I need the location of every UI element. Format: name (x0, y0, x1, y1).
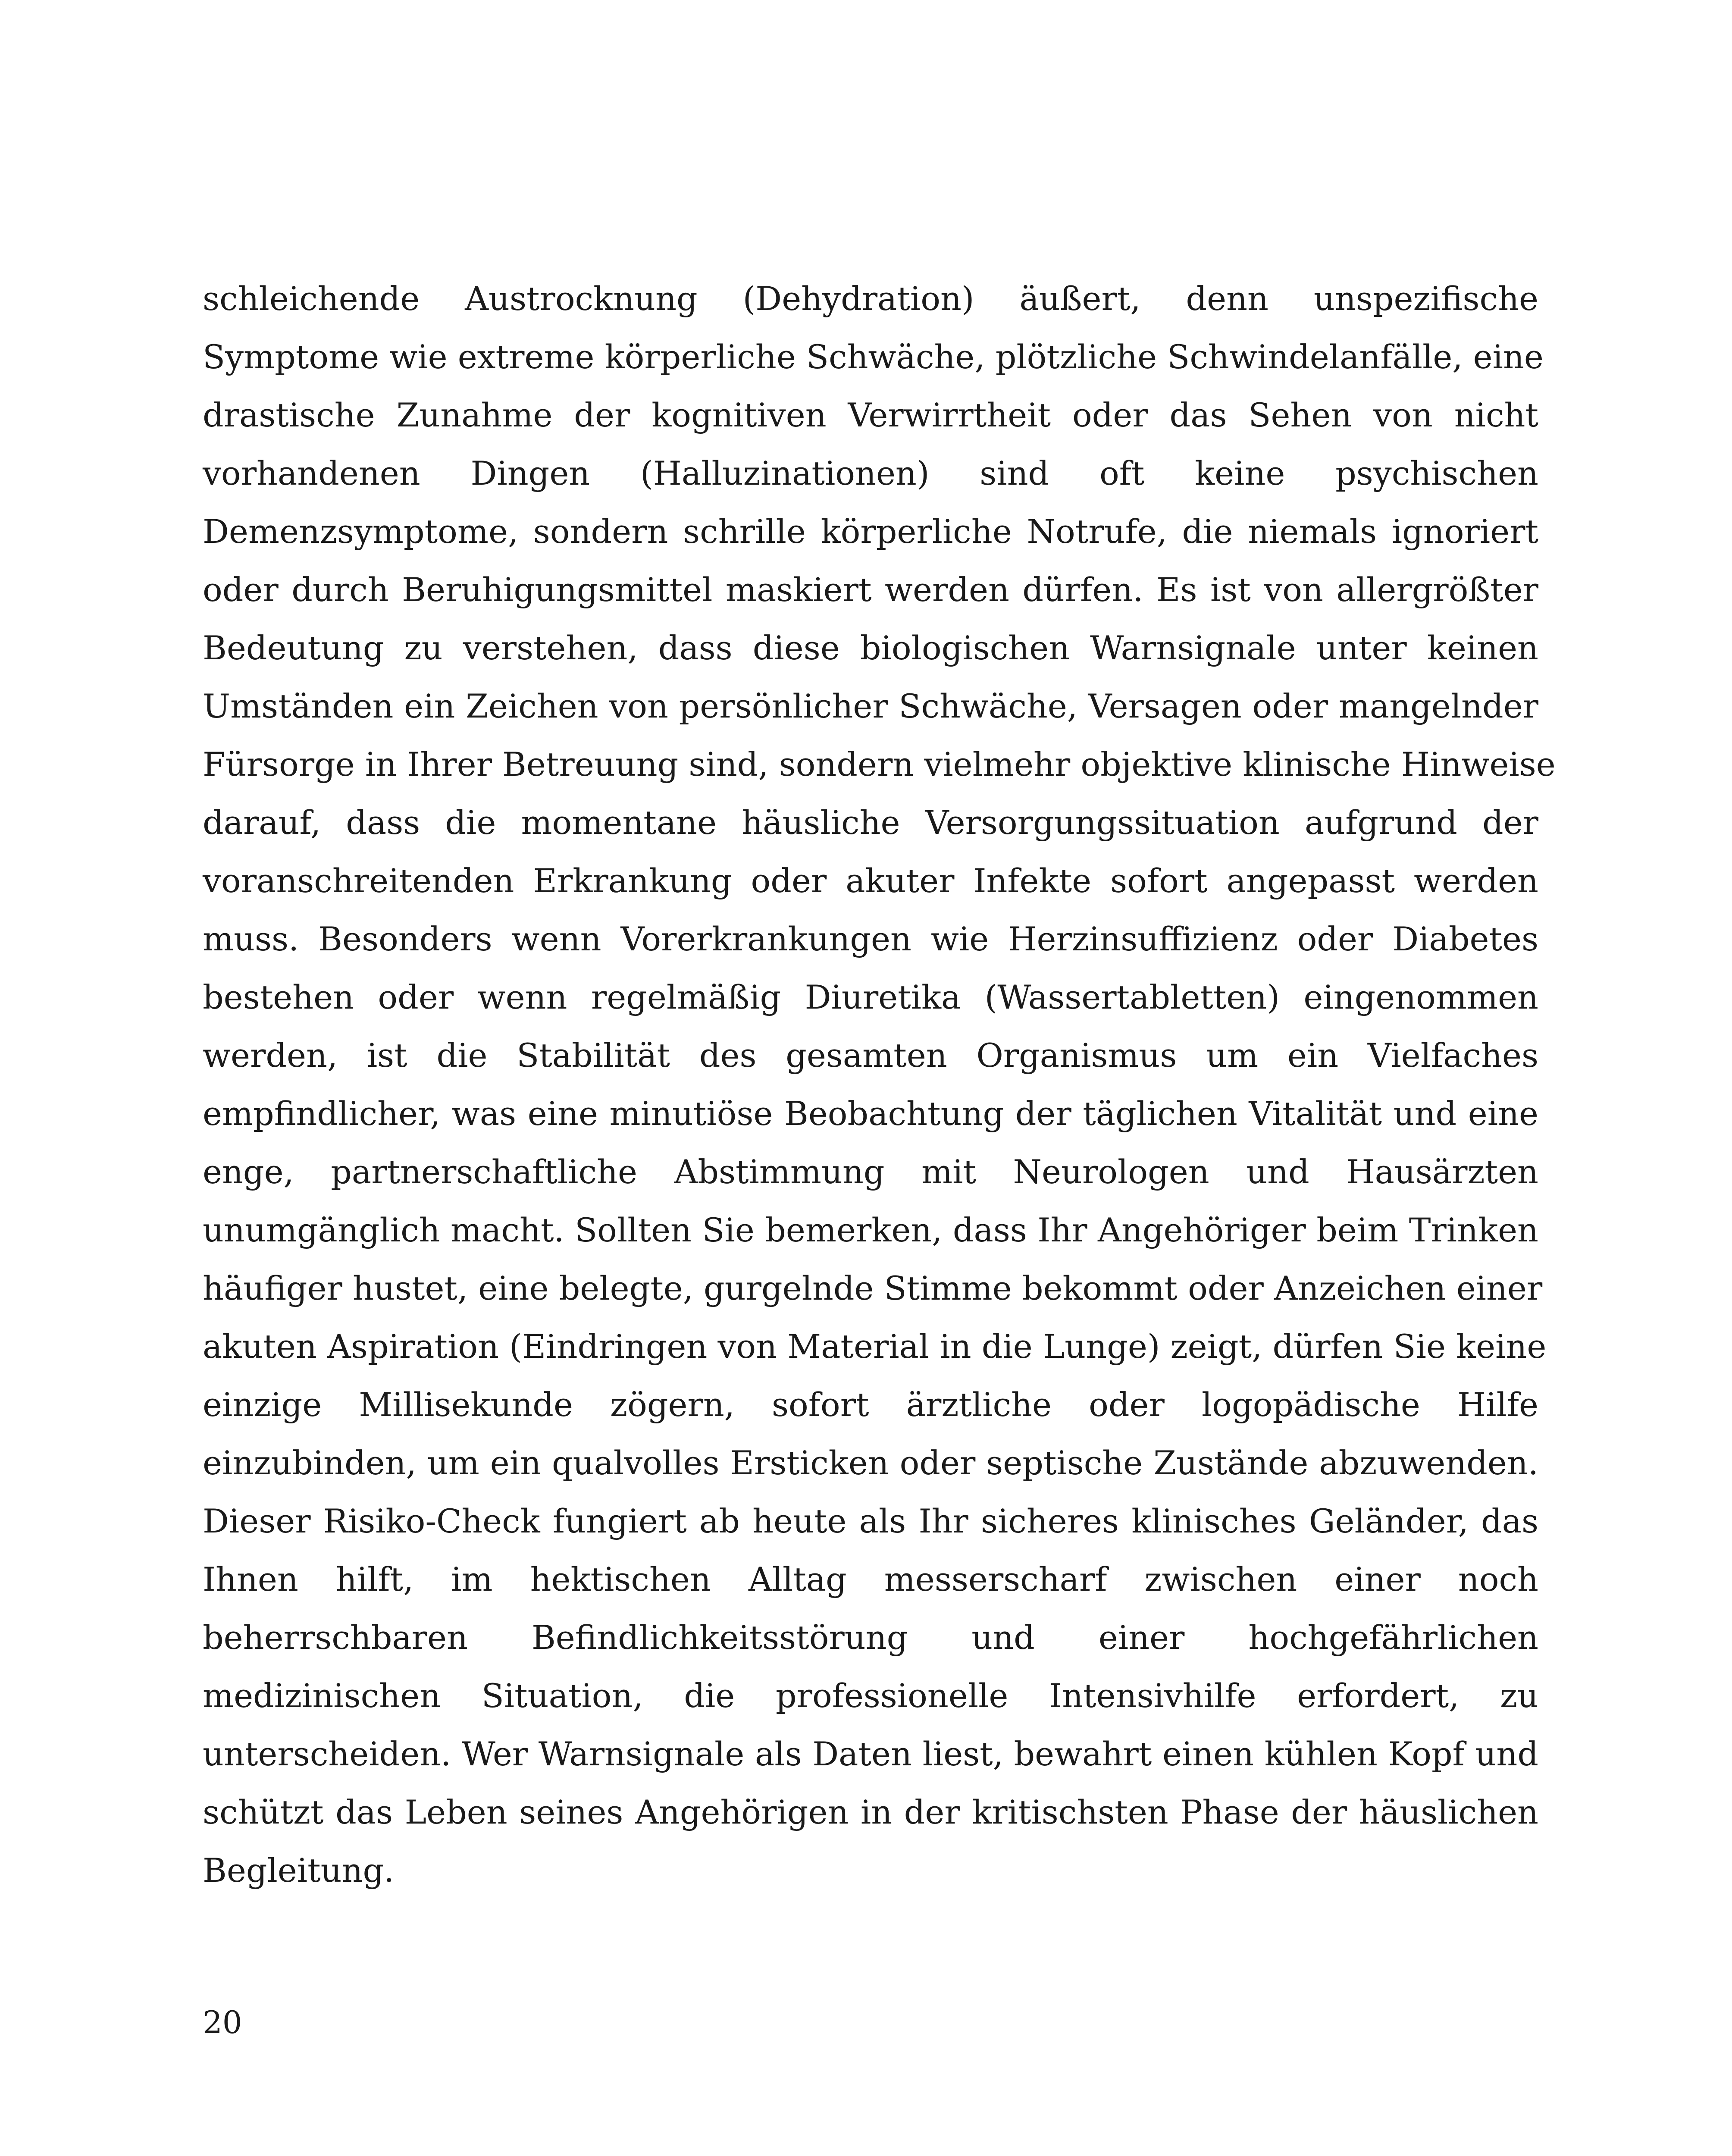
text-line: schützt das Leben seines Angehörigen in der kritischsten Phase der häuslichen (203, 1793, 1538, 1831)
text-line: drastische Zunahme der kognitiven Verwirrtheit oder das Sehen von nicht (203, 396, 1538, 434)
text-line: vorhandenen Dingen (Halluzinationen) sind oft keine psychischen (203, 454, 1538, 492)
text-line: Ihnen hilft, im hektischen Alltag messerscharf zwischen einer noch (203, 1560, 1538, 1598)
text-line: bestehen oder wenn regelmäßig Diuretika (Wassertabletten) eingenommen (203, 978, 1538, 1016)
text-line: Dieser Risiko-Check fungiert ab heute als Ihr sicheres klinisches Geländer, das (203, 1502, 1538, 1540)
text-line: schleichende Austrocknung (Dehydration) äußert, denn unspezifische (203, 279, 1538, 318)
text-line: häufiger hustet, eine belegte, gurgelnde Stimme bekommt oder Anzeichen einer (203, 1269, 1543, 1307)
text-line: einzige Millisekunde zögern, sofort ärztliche oder logopädische Hilfe (203, 1385, 1538, 1424)
text-line: Fürsorge in Ihrer Betreuung sind, sondern vielmehr objektive klinische Hinweise (203, 745, 1556, 783)
text-line: Bedeutung zu verstehen, dass diese biologischen Warnsignale unter keinen (203, 629, 1538, 667)
text-line: muss. Besonders wenn Vorerkrankungen wie Herzinsuffizienz oder Diabetes (203, 920, 1538, 958)
text-line: voranschreitenden Erkrankung oder akuter Infekte sofort angepasst werden (203, 862, 1538, 900)
text-line: unterscheiden. Wer Warnsignale als Daten liest, bewahrt einen kühlen Kopf und (203, 1735, 1538, 1773)
body-paragraph (203, 270, 1556, 1899)
text-line: darauf, dass die momentane häusliche Versorgungssituation aufgrund der (203, 803, 1538, 842)
text-line-last: Begleitung. (203, 1851, 395, 1890)
text-line: werden, ist die Stabilität des gesamten Organismus um ein Vielfaches (203, 1036, 1538, 1075)
text-line: Umständen ein Zeichen von persönlicher Schwäche, Versagen oder mangelnder (203, 687, 1538, 725)
text-line: oder durch Beruhigungsmittel maskiert werden dürfen. Es ist von allergrößter (203, 570, 1538, 609)
text-line: medizinischen Situation, die professionelle Intensivhilfe erfordert, zu (203, 1677, 1538, 1715)
text-line: empfindlicher, was eine minutiöse Beobachtung der täglichen Vitalität und eine (203, 1094, 1538, 1133)
text-line: akuten Aspiration (Eindringen von Material in die Lunge) zeigt, dürfen Sie keine (203, 1327, 1547, 1366)
text-line: beherrschbaren Befindlichkeitsstörung und einer hochgefährlichen (203, 1618, 1538, 1657)
text-line: enge, partnerschaftliche Abstimmung mit Neurologen und Hausärzten (203, 1153, 1538, 1191)
text-line: Demenzsymptome, sondern schrille körperliche Notrufe, die niemals ignoriert (203, 512, 1538, 551)
text-line: unumgänglich macht. Sollten Sie bemerken, dass Ihr Angehöriger beim Trinken (203, 1211, 1538, 1249)
page-number: 20 (203, 2004, 242, 2040)
text-line: Symptome wie extreme körperliche Schwäche, plötzliche Schwindelanfälle, eine (203, 338, 1544, 376)
text-line: einzubinden, um ein qualvolles Ersticken oder septische Zustände abzuwenden. (203, 1444, 1538, 1482)
